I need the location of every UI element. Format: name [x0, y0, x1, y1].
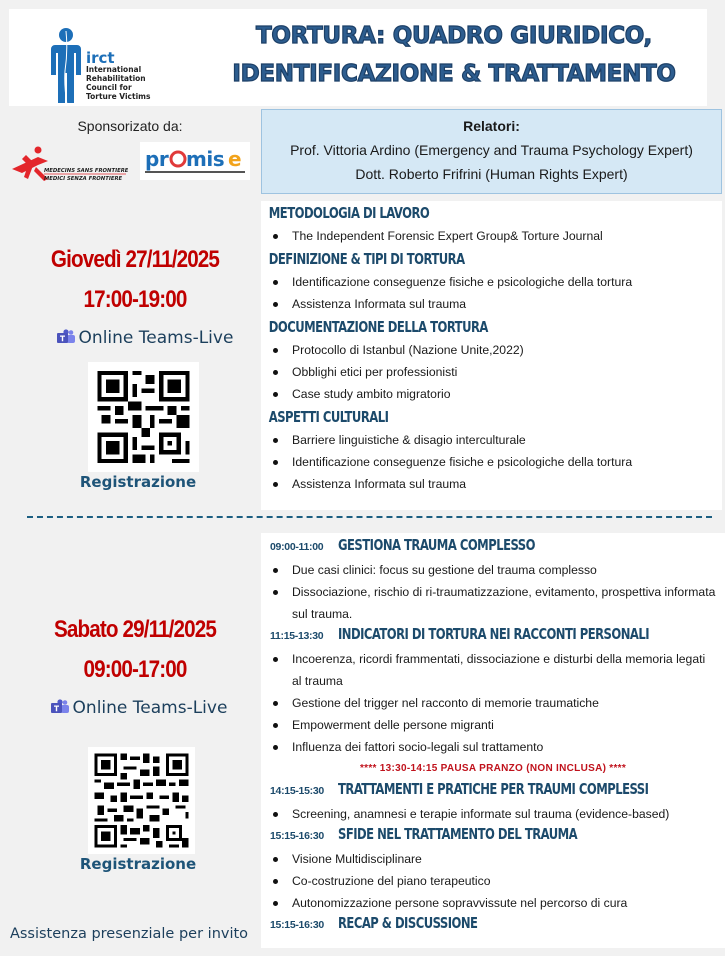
svg-text:pr: pr	[145, 147, 169, 171]
section-title: GESTIONA TRAUMA COMPLESSO	[338, 536, 535, 554]
day1-program-panel	[261, 201, 722, 510]
day2-mode-label: Online Teams-Live	[72, 698, 228, 718]
day1-registration-qr[interactable]	[88, 362, 199, 472]
day2-section-2	[261, 625, 725, 758]
qr-code-icon	[88, 362, 199, 472]
section-time: 11:15-13:30	[270, 630, 324, 642]
day2-online-mode	[0, 698, 284, 718]
irct-subtitle-3: Council for	[86, 83, 132, 92]
day2-time: 09:00-17:00	[83, 656, 187, 683]
list-item: Co-costruzione del piano terapeutico	[261, 870, 725, 892]
day1-section-4	[261, 405, 722, 495]
list-item: Autonomizzazione persone sopravvissute nel percorso di cura	[261, 892, 725, 914]
svg-text:MEDICI SENZA FRONTIERE: MEDICI SENZA FRONTIERE	[44, 176, 123, 182]
section-title: ASPETTI CULTURALI	[268, 408, 389, 426]
list-item: Obblighi etici per professionisti	[261, 361, 722, 383]
day2-registration-link[interactable]: Registrazione	[79, 855, 197, 873]
list-item: Identificazione conseguenze fisiche e psicologiche della tortura	[261, 271, 722, 293]
speaker-2: Dott. Roberto Frifrini (Human Rights Expert)	[355, 166, 628, 182]
msf-runner-icon	[8, 143, 128, 183]
qr-code-icon	[88, 747, 195, 854]
day1-date: Giovedì 27/11/2025	[50, 246, 220, 273]
list-item: The Independent Forensic Expert Group& Torture Journal	[261, 225, 722, 247]
section-title: DOCUMENTAZIONE DELLA TORTURA	[268, 318, 488, 336]
in-person-assistance-note: Assistenza presenziale per invito	[9, 926, 249, 942]
section-title: INDICATORI DI TORTURA NEI RACCONTI PERSONALI	[338, 625, 650, 643]
day2-section-1	[261, 536, 725, 625]
list-item: Barriere linguistiche & disagio interculturale	[261, 429, 722, 451]
teams-icon	[51, 699, 69, 714]
promise-wordmark-icon	[140, 142, 250, 180]
irct-subtitle-2: Rehabilitation	[86, 74, 146, 83]
list-item: Screening, anamnesi e terapie informate sul trauma (evidence-based)	[261, 803, 725, 825]
irct-subtitle-1: International	[86, 65, 142, 74]
section-title: SFIDE NEL TRATTAMENTO DEL TRAUMA	[338, 825, 578, 843]
day2-section-3	[261, 780, 725, 825]
list-item: Influenza dei fattori socio-legali sul trattamento	[261, 736, 725, 758]
section-time: 09:00-11:00	[270, 541, 324, 553]
irct-person-icon	[51, 27, 81, 105]
header-banner	[9, 9, 707, 106]
list-item: Incoerenza, ricordi frammentati, dissociazione e disturbi della memoria legati al trauma	[261, 648, 725, 692]
day1-section-3	[261, 315, 722, 405]
day2-section-5	[261, 914, 725, 937]
sponsor-label: Sponsorizato da:	[77, 118, 183, 134]
day1-mode-label: Online Teams-Live	[78, 328, 234, 348]
day1-section-1	[261, 201, 722, 247]
list-item: Assistenza Informata sul trauma	[261, 293, 722, 315]
title-line-2: IDENTIFICAZIONE & TRATTAMENTO	[232, 61, 676, 87]
section-time: 14:15-15:30	[270, 785, 324, 797]
day1-registration-link[interactable]: Registrazione	[79, 473, 197, 491]
svg-text:MEDECINS SANS FRONTIERES: MEDECINS SANS FRONTIERES	[44, 168, 128, 174]
day1-section-2	[261, 247, 722, 315]
section-time: 15:15-16:30	[270, 919, 324, 931]
day2-date: Sabato 29/11/2025	[53, 616, 217, 643]
irct-subtitle-4: Torture Victims	[86, 92, 151, 101]
page-title	[204, 17, 704, 93]
section-title: RECAP & DISCUSSIONE	[338, 914, 478, 932]
title-line-1: TORTURA: QUADRO GIURIDICO,	[255, 23, 652, 49]
section-title: DEFINIZIONE & TIPI DI TORTURA	[268, 250, 465, 268]
day2-registration-qr[interactable]	[88, 747, 195, 854]
section-title: TRATTAMENTI E PRATICHE PER TRAUMI COMPLESSI	[338, 780, 649, 798]
speaker-1: Prof. Vittoria Ardino (Emergency and Trauma Psychology Expert)	[290, 142, 693, 158]
list-item: Visione Multidisciplinare	[261, 848, 725, 870]
list-item: Dissociazione, rischio di ri-traumatizzazione, evitamento, prospettiva informata sul trauma.	[261, 581, 725, 625]
promise-logo	[140, 142, 250, 180]
day1-time: 17:00-19:00	[83, 286, 187, 313]
list-item: Protocollo di Istanbul (Nazione Unite,2022)	[261, 339, 722, 361]
irct-name: irct	[86, 49, 115, 67]
day-divider	[27, 516, 712, 518]
speakers-label: Relatori:	[463, 118, 520, 134]
list-item: Empowerment delle persone migranti	[261, 714, 725, 736]
list-item: Gestione del trigger nel racconto di memorie traumatiche	[261, 692, 725, 714]
section-title: METODOLOGIA DI LAVORO	[268, 204, 430, 222]
list-item: Due casi clinici: focus su gestione del trauma complesso	[261, 559, 725, 581]
list-item: Identificazione conseguenze fisiche e psicologiche della tortura	[261, 451, 722, 473]
msf-logo	[8, 143, 128, 183]
day2-program-panel	[261, 533, 725, 948]
lunch-break-note: **** 13:30-14:15 PAUSA PRANZO (NON INCLUSA) ****	[359, 763, 627, 774]
list-item: Assistenza Informata sul trauma	[261, 473, 722, 495]
speakers-box	[261, 109, 722, 194]
teams-icon	[57, 329, 75, 344]
list-item: Case study ambito migratorio	[261, 383, 722, 405]
day2-section-4	[261, 825, 725, 914]
section-time: 15:15-16:30	[270, 830, 324, 842]
svg-text:e: e	[228, 147, 242, 171]
irct-logo	[39, 21, 154, 106]
svg-text:mis: mis	[186, 147, 225, 171]
day1-online-mode	[0, 328, 290, 348]
